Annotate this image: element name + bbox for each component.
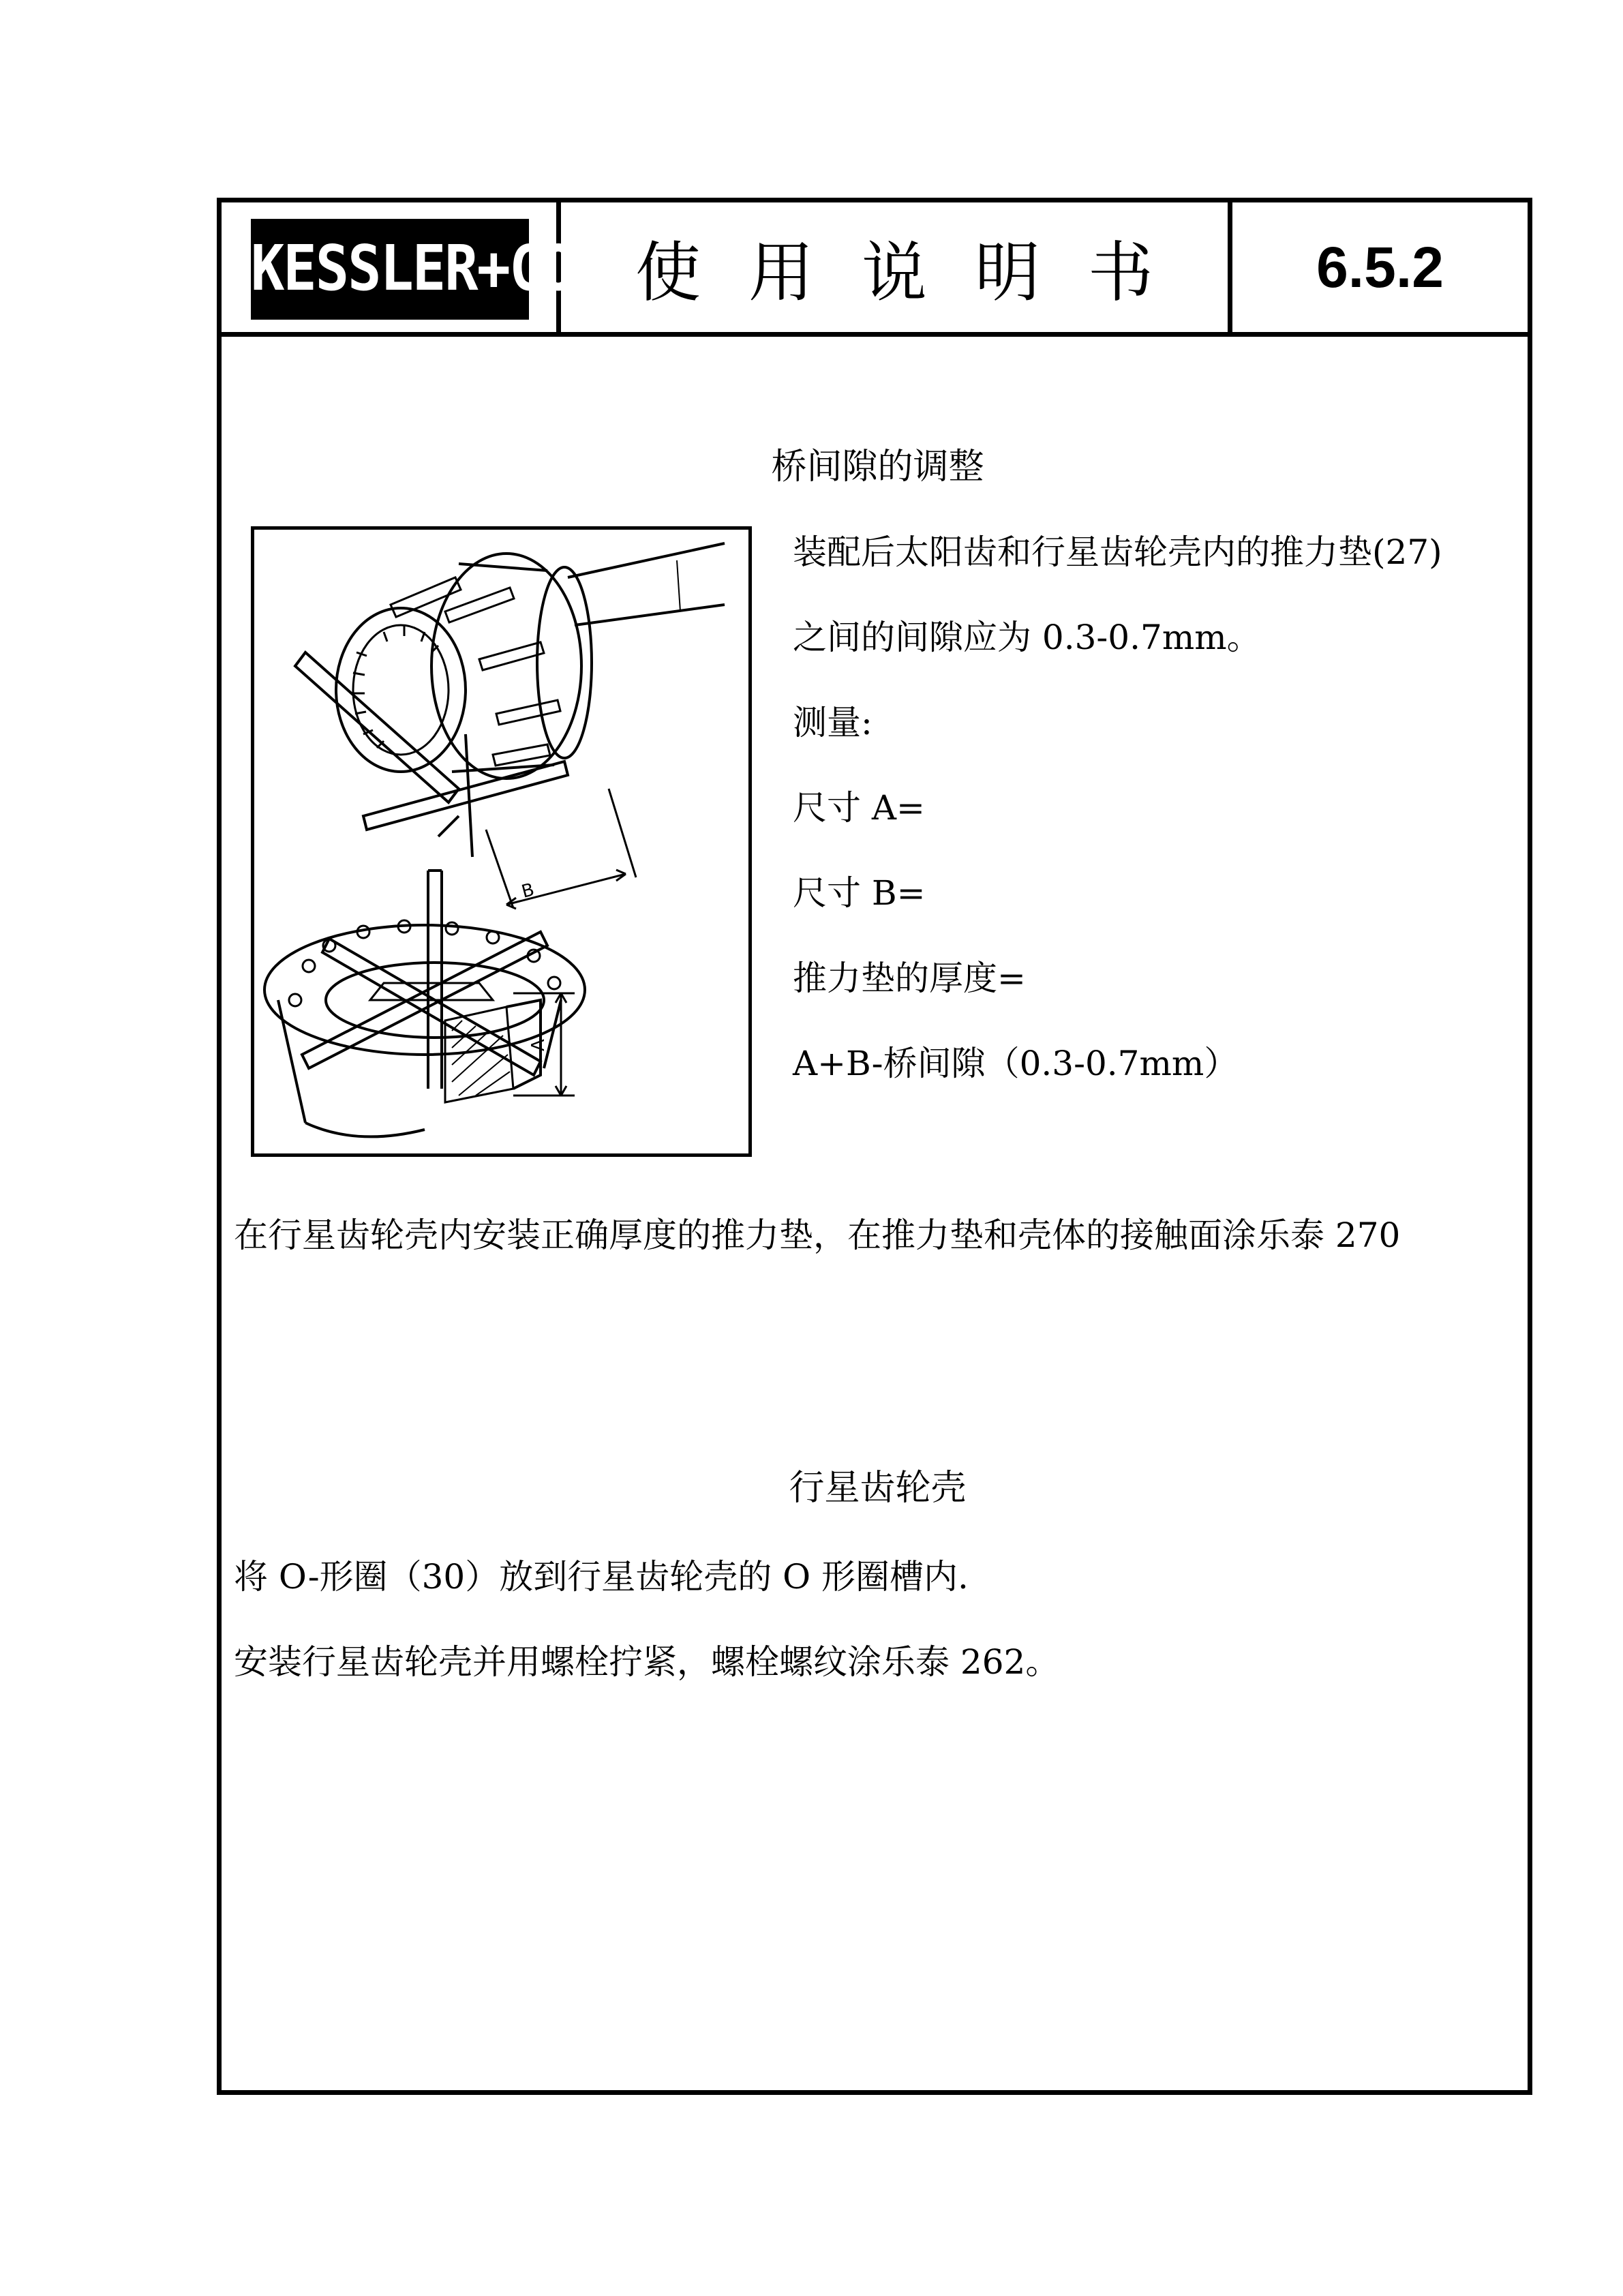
code-cell xyxy=(1232,202,1528,332)
document-header xyxy=(222,202,1528,337)
text-line: 测量: xyxy=(793,703,873,742)
text-line: 安装行星齿轮壳并用螺栓拧紧，螺栓螺纹涂乐泰 262。 xyxy=(234,1642,1060,1682)
dimension-label-b: B xyxy=(519,879,537,903)
document-code: 6.5.2 xyxy=(1316,235,1444,299)
text-line: 尺寸 A= xyxy=(793,788,925,828)
company-logo: KESSLER+CO xyxy=(251,219,529,320)
assembly-diagram xyxy=(251,526,752,1157)
text-line: 装配后太阳齿和行星齿轮壳内的推力垫(27) xyxy=(793,532,1442,572)
text-line: 将 O-形圈（30）放到行星齿轮壳的 O 形圈槽内. xyxy=(234,1557,969,1597)
text-line: 之间的间隙应为 0.3-0.7mm。 xyxy=(793,618,1261,657)
section-heading-bridge-clearance: 桥间隙的调整 xyxy=(771,447,984,487)
assembly-diagram-svg xyxy=(254,530,748,1153)
dimension-label-a: A xyxy=(528,1039,549,1051)
text-line: 推力垫的厚度= xyxy=(793,958,1026,998)
title-cell xyxy=(561,202,1232,332)
logo-cell xyxy=(222,202,574,332)
text-line: 尺寸 B= xyxy=(793,873,926,913)
section-heading-planet-housing: 行星齿轮壳 xyxy=(789,1468,967,1509)
document-title: 使用说明书 xyxy=(635,234,1201,311)
loctite-note: 在行星齿轮壳内安装正确厚度的推力垫，在推力垫和壳体的接触面涂乐泰 270 xyxy=(234,1215,1401,1255)
text-line: A+B-桥间隙（0.3-0.7mm） xyxy=(793,1044,1239,1083)
